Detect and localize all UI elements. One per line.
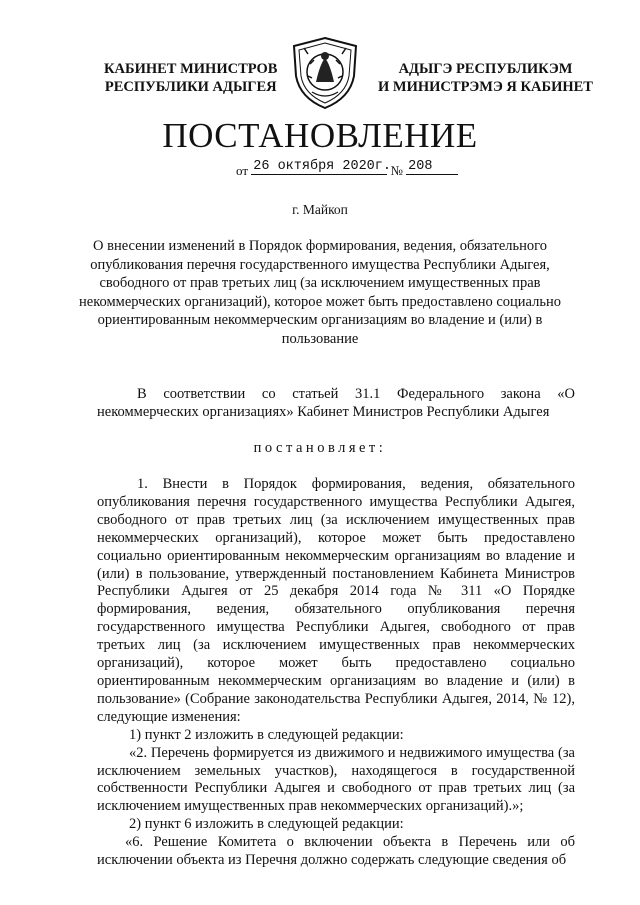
issuer-name-adyghe [378, 60, 593, 96]
date-number-line [236, 159, 458, 181]
issuer-line-1: КАБИНЕТ МИНИСТРОВ [104, 61, 278, 77]
paragraph: 1) пункт 2 изложить в следующей редакции: [129, 726, 404, 743]
paragraph: «2. Перечень формируется из движимого и недвижимого имущества (за исключением земельных участков), находящегося в государственной собственности Республики Адыгея и свободного от прав третьих лиц (за исключением имущественных прав некоммерческих организаций).»; [97, 744, 575, 815]
preamble-text: В соответствии со статьей 31.1 Федерального закона «О некоммерческих организациях» Кабинет Министров Республики Адыгея [97, 386, 575, 420]
paragraph: «6. Решение Комитета о включении объекта в Перечень или об исключении объекта из Перечня должно содержать следующие сведения об [97, 834, 575, 869]
resolves-heading: постановляет: [253, 440, 387, 456]
document-body [97, 476, 575, 870]
document-subject: О внесении изменений в Порядок формирования, ведения, обязательного опубликования перечня государственного имущества Республики Адыгея, свободного от прав третьих лиц (за исключением имущественных прав некоммерческих организаций), которое может быть предоставлено социально ориентированным некоммерческим организациям во владение и (или) в пользование [79, 238, 561, 347]
issuer-adyghe-line-2: И МИНИСТРЭМЭ Я КАБИНЕТ [378, 79, 593, 95]
issuer-adyghe-line-1: АДЫГЭ РЕСПУБЛИКЭМ [398, 61, 573, 77]
coat-of-arms-emblem [290, 36, 360, 110]
issuer-name-russian [104, 60, 277, 96]
date-from-label: от [236, 163, 249, 178]
document-title: ПОСТАНОВЛЕНИЕ [162, 116, 478, 155]
preamble [97, 386, 575, 422]
city: г. Майкоп [292, 202, 348, 217]
paragraph: 1. Внести в Порядок формирования, ведения, обязательного опубликования перечня государственного имущества Республики Адыгея, свободного от прав третьих лиц (за исключением имущественных прав некоммерческих организаций), которое может быть предоставлено социально ориентированным некоммерческим организациям во владение и (или) в пользование, утвержденный постановлением Кабинета Министров Республики Адыгея от 25 декабря 2014 года № 311 «О Порядке формирования, ведения, обязательного опубликования перечня государственного имущества Республики Адыгея, свободного от прав третьих лиц (за исключением имущественных прав некоммерческих организаций), которое может быть предоставлено социально ориентированным некоммерческим организациям во владение и (или) в пользование» (Собрание законодательства Республики Адыгея, 2014, № 12), следующие изменения: [97, 476, 575, 725]
document-date: 26 октября 2020г. [253, 159, 391, 174]
issuer-line-2: РЕСПУБЛИКИ АДЫГЕЯ [104, 79, 277, 95]
document-number: 208 [406, 160, 458, 175]
number-label: № [390, 163, 403, 178]
paragraph: 2) пункт 6 изложить в следующей редакции: [129, 816, 404, 833]
